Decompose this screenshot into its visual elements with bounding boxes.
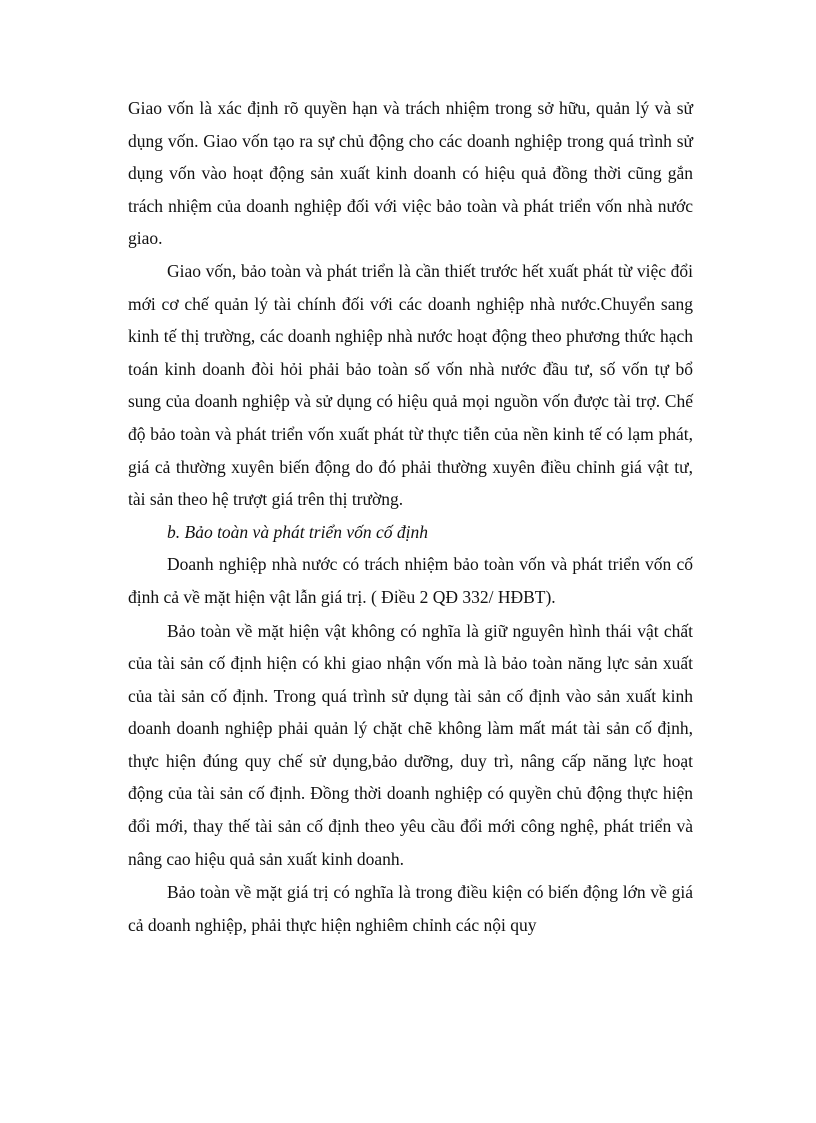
section-heading: b. Bảo toàn và phát triển vốn cố định bbox=[167, 521, 429, 542]
paragraph-giao-von-necessity: Giao vốn, bảo toàn và phát triển là cần thiết trước hết xuất phát từ việc đổi mới cơ chế quản lý tài chính đối với các doanh nghiệp nhà nước.Chuyển sang kinh tế thị trường, các doanh nghiệp nhà nước hoạt động theo phương thức hạch toán kinh doanh đòi hỏi phải bảo toàn số vốn nhà nước đầu tư, số vốn tự bổ sung của doanh nghiệp và sử dụng có hiệu quả mọi nguồn vốn được tài trợ. Chế độ bảo toàn và phát triển vốn xuất phát từ thực tiễn của nền kinh tế có lạm phát, giá cả thường xuyên biến động do đó phải thường xuyên điều chỉnh giá vật tư, tài sản theo hệ trượt giá trên thị trường. bbox=[128, 260, 693, 510]
paragraph-value-preservation: Bảo toàn về mặt giá trị có nghĩa là trong điều kiện có biến động lớn về giá cả doanh nghiệp, phải thực hiện nghiêm chỉnh các nội quy bbox=[128, 882, 693, 935]
document-page bbox=[128, 92, 693, 941]
paragraph-physical-preservation: Bảo toàn về mặt hiện vật không có nghĩa là giữ nguyên hình thái vật chất của tài sản cố định hiện có khi giao nhận vốn mà là bảo toàn năng lực sản xuất của tài sản cố định. Trong quá trình sử dụng tài sản cố định vào sản xuất kinh doanh doanh nghiệp phải quản lý chặt chẽ không làm mất mát tài sản cố định, thực hiện đúng quy chế sử dụng,bảo dưỡng, duy trì, nâng cấp năng lực hoạt động của tài sản cố định. Đồng thời doanh nghiệp có quyền chủ động thực hiện đổi mới, thay thế tài sản cố định theo yêu cầu đổi mới công nghệ, phát triển và nâng cao hiệu quả sản xuất kinh doanh. bbox=[128, 620, 693, 869]
paragraph-giao-von-definition: Giao vốn là xác định rõ quyền hạn và trách nhiệm trong sở hữu, quản lý và sử dụng vốn. Giao vốn tạo ra sự chủ động cho các doanh nghiệp trong quá trình sử dụng vốn vào hoạt động sản xuất kinh doanh có hiệu quả đồng thời cũng gắn trách nhiệm của doanh nghiệp đối với việc bảo toàn và phát triển vốn nhà nước giao. bbox=[128, 98, 693, 249]
paragraph-fixed-capital-responsibility: Doanh nghiệp nhà nước có trách nhiệm bảo toàn vốn và phát triển vốn cố định cả về mặt hiện vật lẫn giá trị. ( Điều 2 QĐ 332/ HĐBT). bbox=[128, 554, 693, 607]
